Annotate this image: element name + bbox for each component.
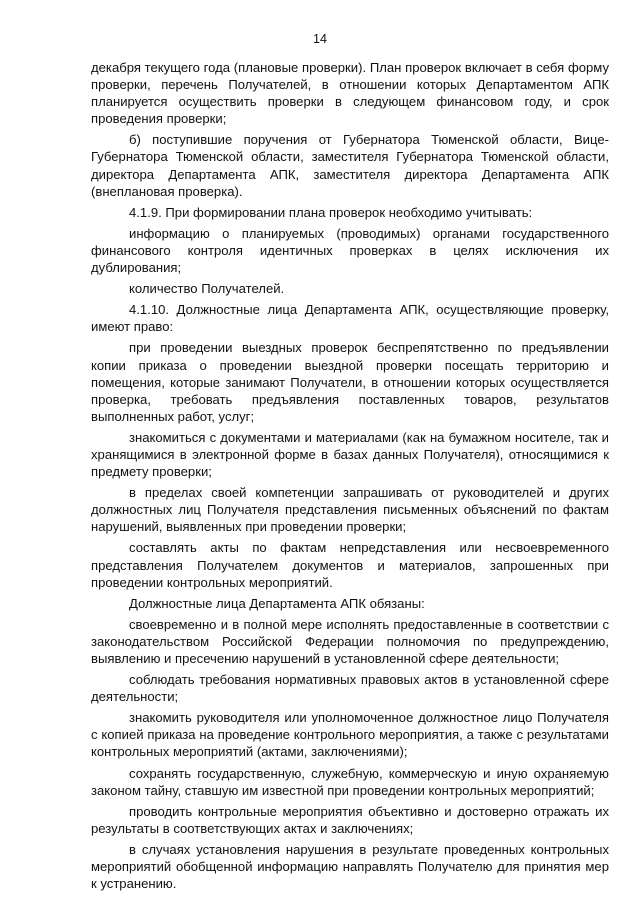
paragraph-item-b: б) поступившие поручения от Губернатора Тюменской области, Вице-Губернатора Тюменской области, заместителя Губернатора Тюменской области, директора Департамента АПК, заместителя директора Департамента АПК (внеплановая проверка).: [91, 132, 609, 199]
paragraph-duty-familiarize: знакомить руководителя или уполномоченное должностное лицо Получателя с копией приказа на проведение контрольного мероприятия, а также с результатами контрольных мероприятий (актами, заключениями);: [91, 710, 609, 760]
paragraph-4-1-10: 4.1.10. Должностные лица Департамента АПК, осуществляющие проверку, имеют право:: [91, 302, 609, 335]
paragraph-right-documents: знакомиться с документами и материалами (как на бумажном носителе, так и хранящимися в электронной форме в базах данных Получателя), относящимися к предмету проверки;: [91, 429, 609, 480]
paragraph-duty-powers: своевременно и в полной мере исполнять предоставленные в соответствии с законодательством Российской Федерации полномочия по предупреждению, выявлению и пресечению нарушений в установленной сфере деятельности;: [91, 616, 609, 666]
paragraph-recipients-count: количество Получателей.: [129, 281, 285, 297]
document-body: [91, 59, 609, 896]
paragraph-continuation: декабря текущего года (плановые проверки). План проверок включает в себя форму проверки, перечень Получателей, в отношении которых Департаментом АПК планируется осуществить проверки в следующем финансовом году, и срок проведения проверки;: [91, 60, 609, 127]
paragraph-right-site-visits: при проведении выездных проверок беспрепятственно по предъявлении копии приказа о проведении выездной проверки посещать территорию и помещения, которые занимают Получатели, в отношении которых осуществляется проверка, требовать предъявления поставленных товаров, результатов выполненных работ, услуг;: [91, 340, 609, 424]
paragraph-right-acts: составлять акты по фактам непредставления или несвоевременного представления Получателем документов и материалов, запрошенных при проведении контрольных мероприятий.: [91, 540, 609, 590]
paragraph-duty-secrecy: сохранять государственную, служебную, коммерческую и иную охраняемую законом тайну, ставшую им известной при проведении контрольных мероприятий;: [91, 765, 609, 798]
page-number: 14: [313, 32, 327, 46]
paragraph-duty-regulations: соблюдать требования нормативных правовых актов в установленной сфере деятельности;: [91, 672, 609, 705]
paragraph-duty-objectivity: проводить контрольные мероприятия объективно и достоверно отражать их результаты в соответствующих актах и заключениях;: [91, 803, 609, 836]
paragraph-right-explanations: в пределах своей компетенции запрашивать от руководителей и других должностных лиц Получателя представления письменных объяснений по фактам нарушений, выявленных при проведении проверки;: [91, 485, 609, 535]
paragraph-4-1-9: 4.1.9. При формировании плана проверок необходимо учитывать:: [129, 204, 533, 220]
paragraph-duty-violations: в случаях установления нарушения в результате проведенных контрольных мероприятий обобщенной информацию направлять Получателю для принятия мер к устранению.: [91, 841, 609, 892]
paragraph-planned-checks-info: информацию о планируемых (проводимых) органами государственного финансового контроля идентичных проверках в целях исключения их дублирования;: [91, 225, 609, 276]
paragraph-obligations-heading: Должностные лица Департамента АПК обязаны:: [129, 595, 425, 611]
